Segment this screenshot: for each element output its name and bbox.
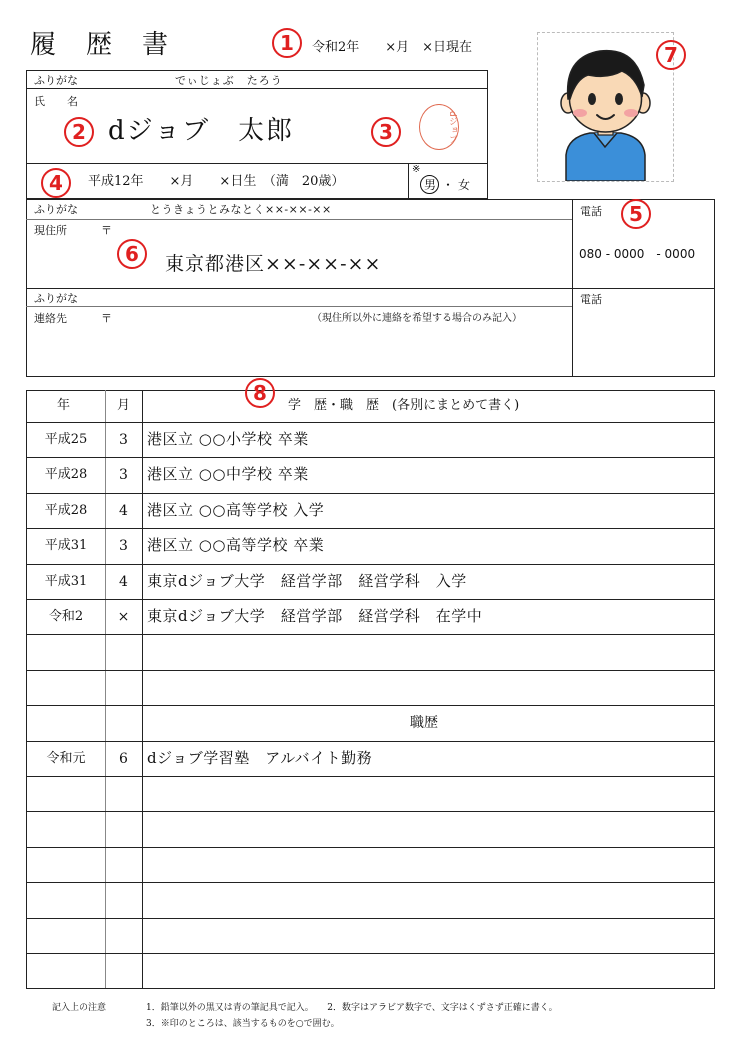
row-description: 港区立 ○○中学校 卒業 <box>147 465 309 484</box>
notes-label: 記入上の注意 <box>52 1003 107 1013</box>
col-month: 月 <box>117 398 131 413</box>
phone-label: 電話 <box>580 205 602 218</box>
address-label: 現住所 <box>34 224 67 237</box>
page-title: 履 歴 書 <box>30 30 171 60</box>
contact-note: （現住所以外に連絡を希望する場合のみ記入） <box>312 313 522 324</box>
row-month: 3 <box>119 432 128 448</box>
gender-sep: ・ <box>442 178 455 192</box>
name-furigana: でぃじょぶ たろう <box>175 74 283 87</box>
row-month: 3 <box>119 538 128 555</box>
row-description: 東京dジョブ大学 経営学部 経営学科 在学中 <box>147 607 483 625</box>
phone-value: 080 - 0000 - 0000 <box>579 247 696 261</box>
seal-text: dジョブ <box>447 110 457 144</box>
address-postal-icon: 〒 <box>101 224 112 237</box>
marker-6: 6 <box>117 239 147 269</box>
row-description: 港区立 ○○小学校 卒業 <box>147 430 309 448</box>
marker-2: 2 <box>64 117 94 147</box>
row-year: 平成28 <box>44 502 88 518</box>
contact-furigana-label: ふりがな <box>34 292 78 305</box>
name-label: 氏 名 <box>34 95 78 108</box>
avatar <box>538 33 673 181</box>
marker-1: 1 <box>272 28 302 58</box>
row-month: 6 <box>119 750 128 767</box>
marker-3: 3 <box>371 117 401 147</box>
marker-5: 5 <box>621 199 651 229</box>
row-description: 港区立 ○○高等学校 入学 <box>147 500 325 519</box>
seal-stamp <box>419 104 459 150</box>
row-month: × <box>117 609 130 625</box>
marker-7: 7 <box>656 40 686 70</box>
full-name: dジョブ 太郎 <box>108 116 295 146</box>
gender-female: 女 <box>458 178 471 192</box>
date-line: 令和2年 ×月 ×日現在 <box>312 40 473 55</box>
gender-note: ※ <box>412 164 421 175</box>
row-year: 平成28 <box>44 467 88 483</box>
col-desc: 学 歴・職 歴 (各別にまとめて書く) <box>288 398 520 413</box>
address-furigana: とうきょうとみなとく××-××-×× <box>150 203 332 216</box>
furigana-label: ふりがな <box>34 74 78 87</box>
birth-date: 平成12年 ×月 ×日生 （満 20歳） <box>88 174 345 189</box>
row-year: 令和2 <box>48 609 84 624</box>
notes-line-2: 3．※印のところは、該当するものを○で囲む。 <box>146 1019 340 1029</box>
marker-8: 8 <box>245 378 275 408</box>
row-month: 4 <box>119 573 128 590</box>
row-month: 3 <box>119 467 128 484</box>
row-description: 港区立 ○○高等学校 卒業 <box>147 536 325 555</box>
notes-line-1: 1．鉛筆以外の黒又は青の筆記具で記入。 2．数字はアラビア数字で、文字はくずさず正確に書く。 <box>146 1003 558 1013</box>
contact-label: 連絡先 <box>34 312 67 325</box>
row-description: 東京dジョブ大学 経営学部 経営学科 入学 <box>147 571 467 590</box>
contact-postal-icon: 〒 <box>101 312 112 325</box>
row-month: 4 <box>119 502 128 519</box>
row-year: 平成25 <box>44 432 88 447</box>
work-history-heading: 職歴 <box>410 715 438 732</box>
row-year: 令和元 <box>46 750 86 766</box>
photo-frame <box>537 32 674 182</box>
row-year: 平成31 <box>44 573 88 589</box>
row-year: 平成31 <box>44 538 88 554</box>
gender-male: 男 <box>424 178 437 192</box>
row-description: dジョブ学習塾 アルバイト勤務 <box>147 748 373 767</box>
marker-4: 4 <box>41 168 71 198</box>
address-value: 東京都港区××-××-×× <box>165 253 382 275</box>
address-furigana-label: ふりがな <box>34 203 78 216</box>
contact-phone-label: 電話 <box>580 293 602 306</box>
col-year: 年 <box>57 398 71 413</box>
